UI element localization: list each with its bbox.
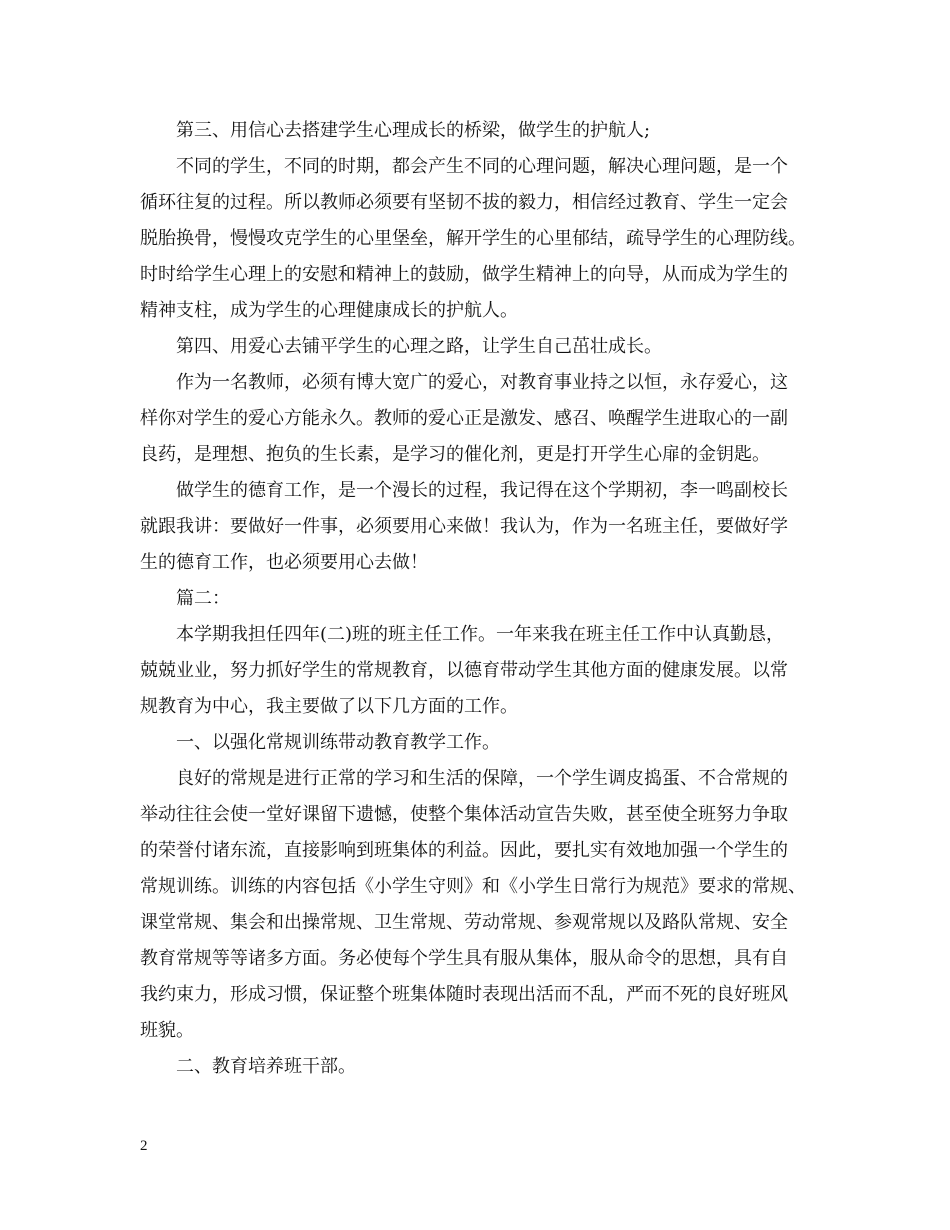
page-number: 2 bbox=[140, 1138, 148, 1154]
paragraph-line: 教育常规等等诸多方面。务必使每个学生具有服从集体，服从命令的思想，具有自 bbox=[140, 948, 788, 969]
paragraph-line: 循环往复的过程。所以教师必须要有坚韧不拔的毅力，相信经过教育、学生一定会 bbox=[140, 192, 788, 213]
paragraph-line: 不同的学生，不同的时期，都会产生不同的心理问题，解决心理问题，是一个 bbox=[176, 156, 788, 177]
section-heading: 二、教育培养班干部。 bbox=[176, 1056, 356, 1077]
paragraph-line: 时时给学生心理上的安慰和精神上的鼓励，做学生精神上的向导，从而成为学生的 bbox=[140, 264, 788, 285]
section-heading: 一、以强化常规训练带动教育教学工作。 bbox=[176, 732, 500, 753]
paragraph-line: 就跟我讲：要做好一件事，必须要用心来做！我认为，作为一名班主任，要做好学 bbox=[140, 516, 788, 537]
paragraph-line: 的荣誉付诸东流，直接影响到班集体的利益。因此，要扎实有效地加强一个学生的 bbox=[140, 840, 788, 861]
paragraph-line: 第四、用爱心去铺平学生的心理之路，让学生自己茁壮成长。 bbox=[176, 336, 662, 357]
paragraph-line: 本学期我担任四年(二)班的班主任工作。一年来我在班主任工作中认真勤恳， bbox=[176, 624, 785, 645]
paragraph-line: 第三、用信心去搭建学生心理成长的桥梁，做学生的护航人; bbox=[176, 120, 651, 141]
paragraph-line: 班貌。 bbox=[140, 1020, 194, 1041]
paragraph-line: 良药，是理想、抱负的生长素，是学习的催化剂，更是打开学生心扉的金钥匙。 bbox=[140, 444, 770, 465]
paragraph-line: 作为一名教师，必须有博大宽广的爱心，对教育事业持之以恒，永存爱心，这 bbox=[176, 372, 788, 393]
paragraph-line: 我约束力，形成习惯，保证整个班集体随时表现出活而不乱，严而不死的良好班风 bbox=[140, 984, 788, 1005]
paragraph-line: 规教育为中心，我主要做了以下几方面的工作。 bbox=[140, 696, 518, 717]
paragraph-line: 生的德育工作，也必须要用心去做！ bbox=[140, 552, 428, 573]
paragraph-line: 精神支柱，成为学生的心理健康成长的护航人。 bbox=[140, 300, 518, 321]
paragraph-line: 课堂常规、集会和出操常规、卫生常规、劳动常规、参观常规以及路队常规、安全 bbox=[140, 912, 788, 933]
paragraph-line: 兢兢业业，努力抓好学生的常规教育，以德育带动学生其他方面的健康发展。以常 bbox=[140, 660, 788, 681]
paragraph-line: 样你对学生的爱心方能永久。教师的爱心正是激发、感召、唤醒学生进取心的一副 bbox=[140, 408, 788, 429]
paragraph-line: 良好的常规是进行正常的学习和生活的保障，一个学生调皮捣蛋、不合常规的 bbox=[176, 768, 788, 789]
paragraph-line: 做学生的德育工作，是一个漫长的过程，我记得在这个学期初，李一鸣副校长 bbox=[176, 480, 788, 501]
paragraph-line: 脱胎换骨，慢慢攻克学生的心里堡垒，解开学生的心里郁结，疏导学生的心理防线。 bbox=[140, 228, 806, 249]
section-heading: 篇二： bbox=[176, 588, 230, 609]
paragraph-line: 举动往往会使一堂好课留下遗憾，使整个集体活动宣告失败，甚至使全班努力争取 bbox=[140, 804, 788, 825]
paragraph-line: 常规训练。训练的内容包括《小学生守则》和《小学生日常行为规范》要求的常规、 bbox=[140, 876, 806, 897]
